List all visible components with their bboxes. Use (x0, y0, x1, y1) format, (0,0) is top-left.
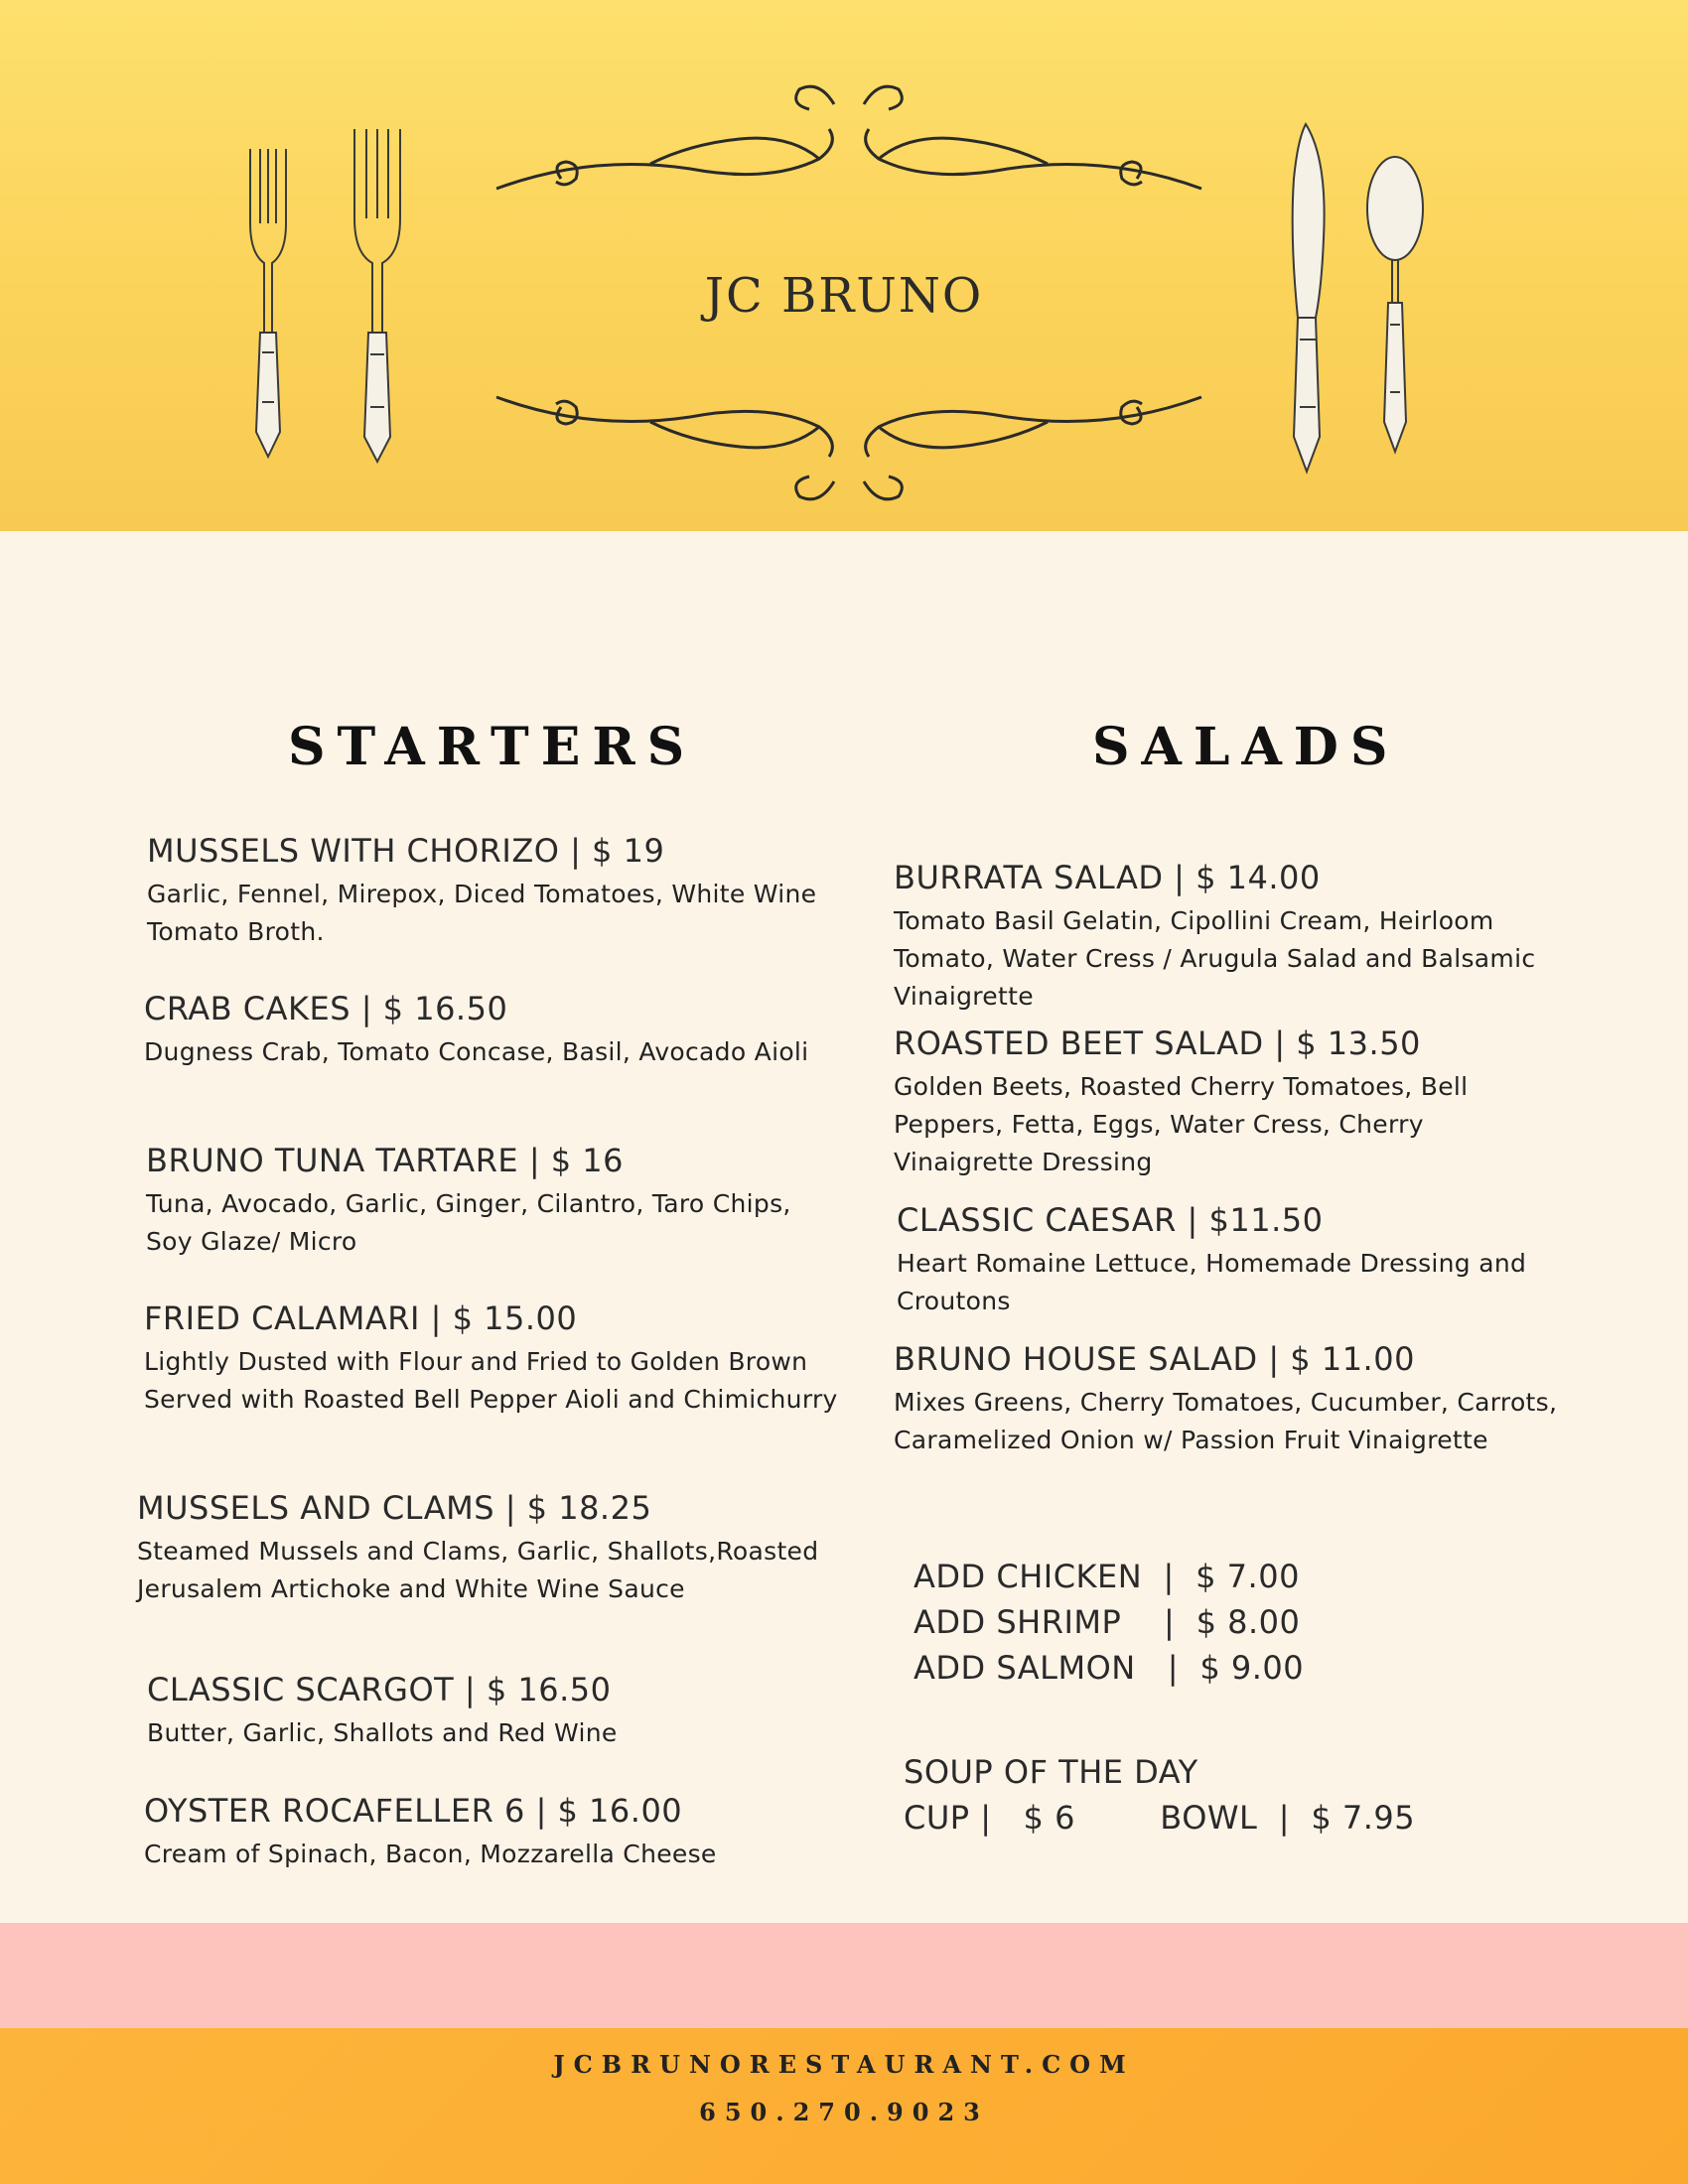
item-description: Dugness Crab, Tomato Concase, Basil, Avocado Aioli (144, 1037, 809, 1066)
menu-item (894, 859, 1569, 1016)
menu-item (146, 1142, 841, 1261)
item-description: Garlic, Fennel, Mirepox, Diced Tomatoes, White Wine Tomato Broth. (147, 880, 817, 946)
item-description: Tuna, Avocado, Garlic, Ginger, Cilantro, Taro Chips, Soy Glaze/ Micro (146, 1189, 791, 1256)
item-description: Golden Beets, Roasted Cherry Tomatoes, Bell Peppers, Fetta, Eggs, Water Cress, Cherry Vinaigrette Dressing (894, 1072, 1469, 1176)
item-description: Steamed Mussels and Clams, Garlic, Shallots,Roasted Jerusalem Artichoke and White Wine Sauce (137, 1537, 819, 1603)
menu-item (144, 1792, 839, 1873)
restaurant-name: JC BRUNO (704, 268, 984, 324)
footer (0, 2028, 1688, 2184)
soup-of-the-day (904, 1749, 1415, 1841)
item-title: CRAB CAKES | $ 16.50 (144, 990, 508, 1027)
item-title: ROASTED BEET SALAD | $ 13.50 (894, 1024, 1421, 1062)
menu-item (144, 1299, 839, 1419)
item-title: MUSSELS AND CLAMS | $ 18.25 (137, 1489, 652, 1527)
addon-chicken: ADD CHICKEN | $ 7.00 (914, 1558, 1300, 1595)
item-description: Heart Romaine Lettuce, Homemade Dressing and Croutons (897, 1249, 1527, 1315)
item-title: OYSTER ROCAFELLER 6 | $ 16.00 (144, 1792, 683, 1830)
item-title: BRUNO TUNA TARTARE | $ 16 (146, 1142, 625, 1179)
starters-title: STARTERS (288, 717, 697, 777)
header-banner (0, 0, 1688, 531)
add-protein-list (914, 1554, 1304, 1691)
soup-label: SOUP OF THE DAY (904, 1753, 1198, 1791)
addon-shrimp: ADD SHRIMP | $ 8.00 (914, 1603, 1301, 1641)
item-description: Lightly Dusted with Flour and Fried to Golden Brown Served with Roasted Bell Pepper Aioli and Chimichurry (144, 1347, 838, 1414)
pink-divider-band (0, 1923, 1688, 2028)
item-title: FRIED CALAMARI | $ 15.00 (144, 1299, 578, 1337)
menu-item (894, 1024, 1569, 1181)
item-description: Mixes Greens, Cherry Tomatoes, Cucumber, Carrots, Caramelized Onion w/ Passion Fruit Vinaigrette (894, 1388, 1558, 1454)
menu-item (147, 1671, 842, 1752)
item-title: MUSSELS WITH CHORIZO | $ 19 (147, 832, 665, 870)
salads-title: SALADS (1092, 717, 1400, 777)
item-title: CLASSIC CAESAR | $11.50 (897, 1201, 1324, 1239)
flourish-bottom-ornament (492, 372, 1206, 511)
item-title: CLASSIC SCARGOT | $ 16.50 (147, 1671, 612, 1708)
menu-item (147, 832, 842, 951)
item-description: Butter, Garlic, Shallots and Red Wine (147, 1718, 618, 1747)
item-title: BURRATA SALAD | $ 14.00 (894, 859, 1321, 896)
soup-prices: CUP | $ 6 BOWL | $ 7.95 (904, 1799, 1416, 1837)
item-description: Tomato Basil Gelatin, Cipollini Cream, Heirloom Tomato, Water Cress / Arugula Salad and Balsamic Vinaigrette (894, 906, 1536, 1011)
item-title: BRUNO HOUSE SALAD | $ 11.00 (894, 1340, 1415, 1378)
addon-salmon: ADD SALMON | $ 9.00 (914, 1649, 1305, 1687)
item-description: Cream of Spinach, Bacon, Mozzarella Cheese (144, 1840, 717, 1868)
phone-number[interactable]: 650.270.9023 (699, 2098, 989, 2126)
menu-item (137, 1489, 832, 1608)
menu-item (894, 1340, 1569, 1459)
website-link[interactable]: JCBRUNORESTAURANT.COM (553, 2050, 1135, 2079)
menu-item (897, 1201, 1572, 1320)
flourish-top-ornament (492, 74, 1206, 213)
menu-item (144, 990, 839, 1071)
